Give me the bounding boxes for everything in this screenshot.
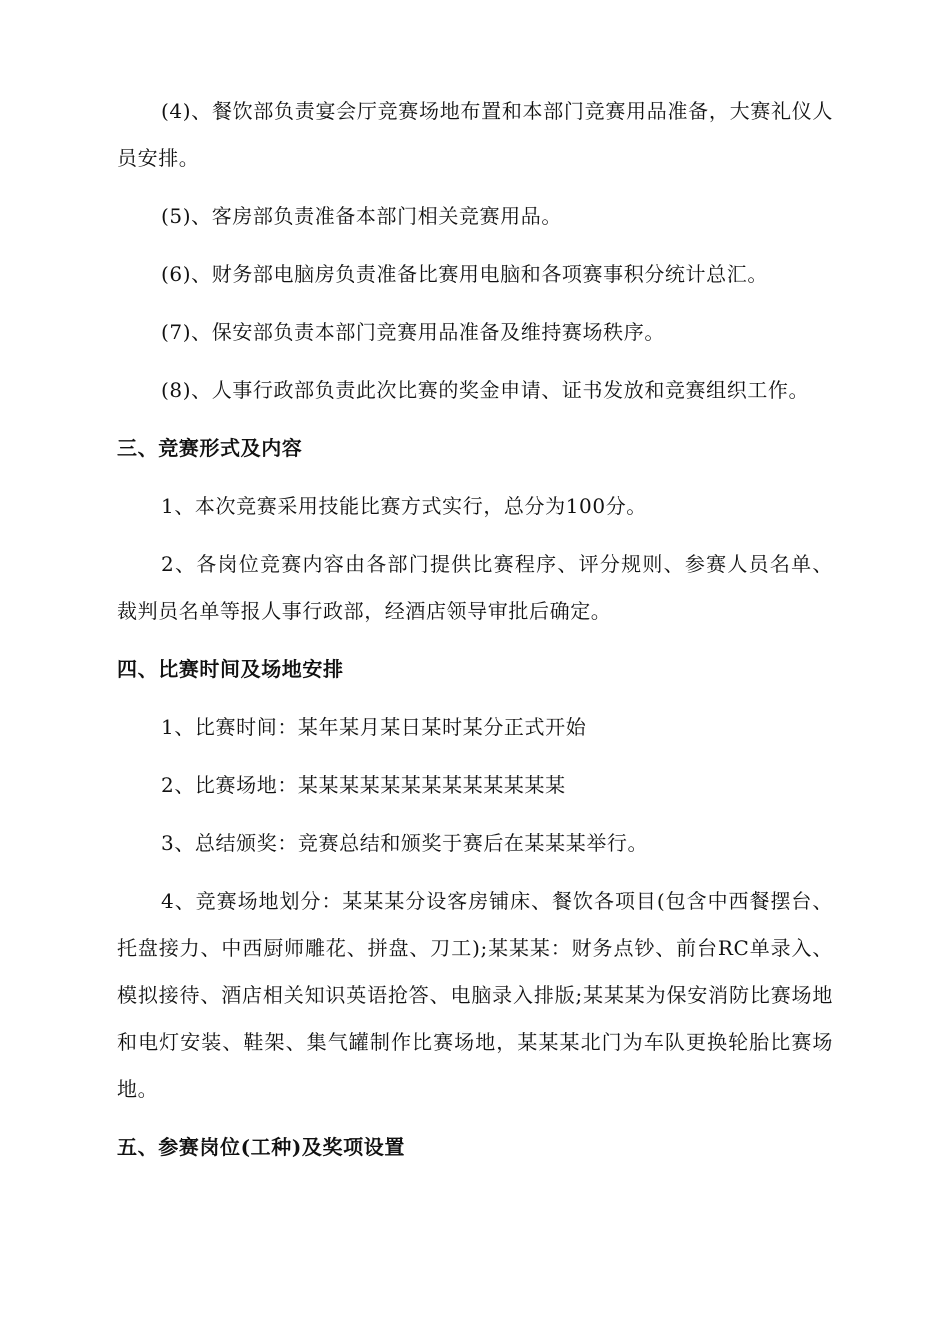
document-body	[117, 88, 833, 1171]
section-4-item-2: 2、比赛场地：某某某某某某某某某某某某某	[161, 773, 566, 797]
paragraph-item-7: (7)、保安部负责本部门竞赛用品准备及维持赛场秩序。	[161, 320, 665, 344]
section-4-item-4: 4、竞赛场地划分：某某某分设客房铺床、餐饮各项目(包含中西餐摆台、托盘接力、中西厨师雕花、拼盘、刀工);某某某：财务点钞、前台RC单录入、模拟接待、酒店相关知识英语抢答、电脑录入排版;某某某为保安消防比赛场地和电灯安装、鞋架、集气罐制作比赛场地，某某某北门为车队更换轮胎比赛场地。	[117, 889, 833, 1101]
paragraph-item-6: (6)、财务部电脑房负责准备比赛用电脑和各项赛事积分统计总汇。	[161, 262, 768, 286]
section-4-item-1: 1、比赛时间：某年某月某日某时某分正式开始	[161, 715, 587, 739]
paragraph-item-4: (4)、餐饮部负责宴会厅竞赛场地布置和本部门竞赛用品准备，大赛礼仪人员安排。	[117, 99, 833, 170]
section-3-item-1: 1、本次竞赛采用技能比赛方式实行，总分为100分。	[161, 494, 647, 518]
paragraph-item-5: (5)、客房部负责准备本部门相关竞赛用品。	[161, 204, 562, 228]
section-4-heading: 四、比赛时间及场地安排	[117, 657, 344, 681]
section-4-item-3: 3、总结颁奖：竞赛总结和颁奖于赛后在某某某举行。	[161, 831, 649, 855]
paragraph-item-8: (8)、人事行政部负责此次比赛的奖金申请、证书发放和竞赛组织工作。	[161, 378, 810, 402]
section-3-item-2: 2、各岗位竞赛内容由各部门提供比赛程序、评分规则、参赛人员名单、裁判员名单等报人事行政部，经酒店领导审批后确定。	[117, 552, 833, 623]
section-3-heading: 三、竞赛形式及内容	[117, 436, 303, 460]
section-5-heading: 五、参赛岗位(工种)及奖项设置	[117, 1135, 405, 1159]
